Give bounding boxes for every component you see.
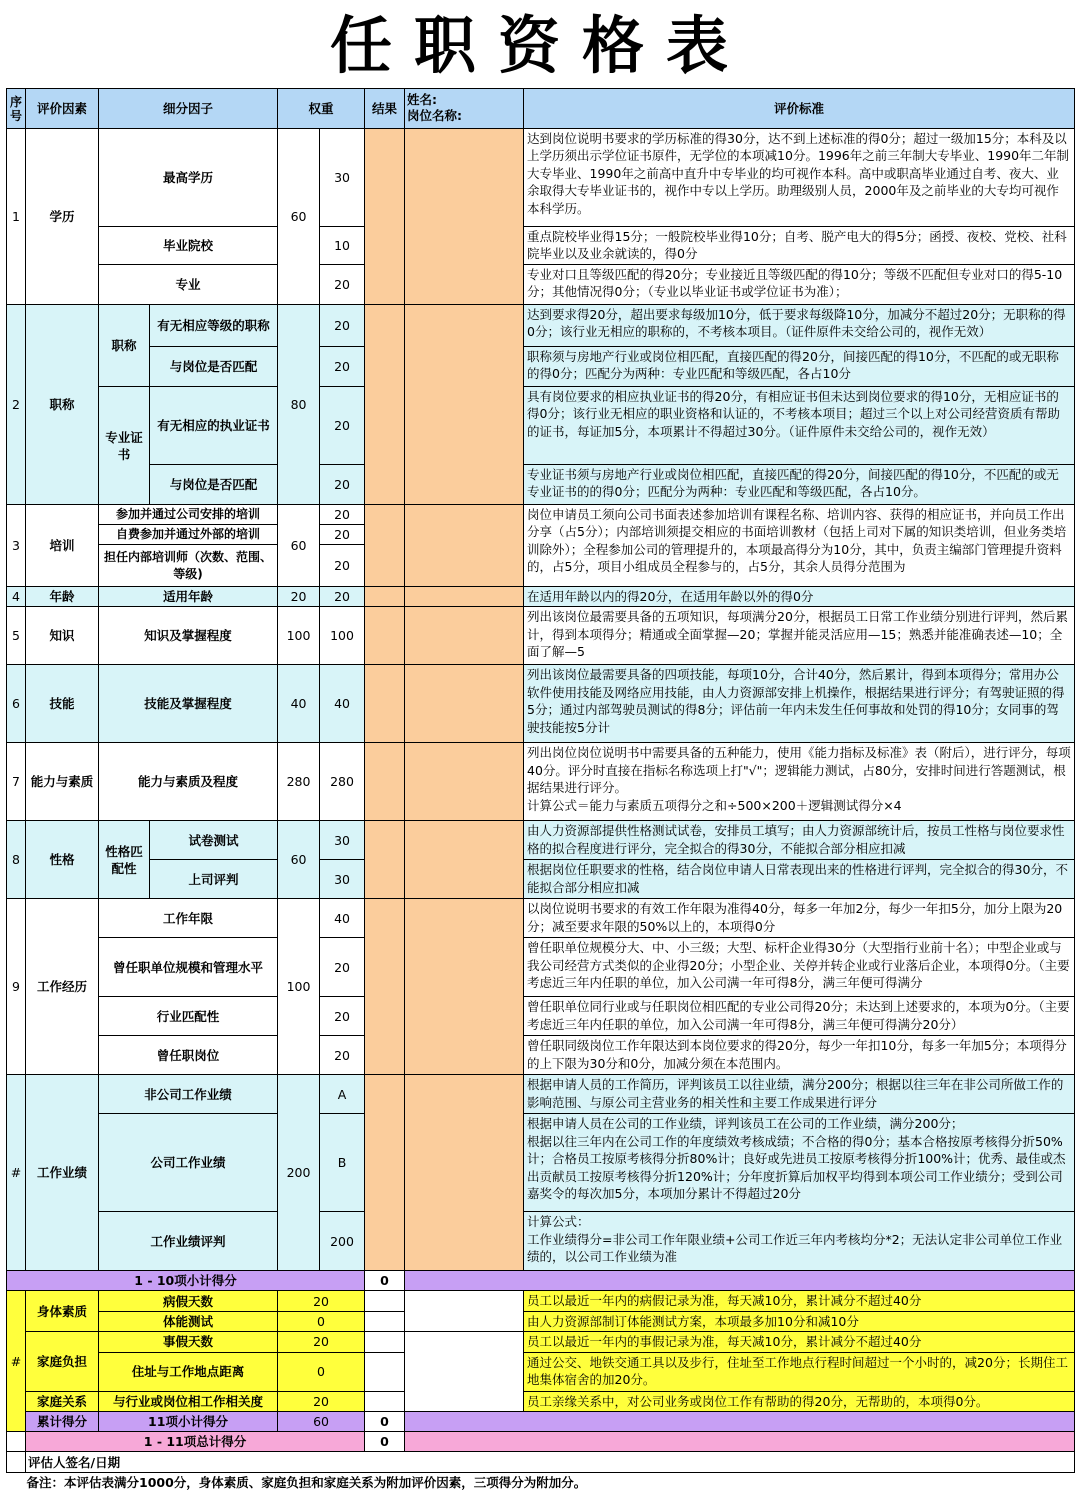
name-cell[interactable] bbox=[405, 305, 524, 505]
result-cell[interactable] bbox=[365, 1291, 405, 1311]
standard-cell: 曾任职同级岗位工作年限达到本岗位要求的得20分，每少一年扣10分，每多一年加5分；本项得分的上下限为30分和0分，加减分须在本范围内。 bbox=[524, 1036, 1075, 1075]
sub-weight-cell: A bbox=[320, 1075, 365, 1114]
table-row bbox=[7, 505, 1075, 525]
sub-weight-cell: 20 bbox=[320, 1036, 365, 1075]
standard-cell: 在适用年龄以内的得20分，在适用年龄以外的得0分 bbox=[524, 587, 1075, 607]
sub-factor-cell: 毕业院校 bbox=[99, 227, 278, 265]
weight-cell: 20 bbox=[278, 1332, 365, 1352]
sub-weight-cell: 30 bbox=[320, 129, 365, 227]
name-cell[interactable] bbox=[405, 899, 524, 1075]
qualification-table bbox=[6, 88, 1075, 1493]
sub-weight-cell: 20 bbox=[320, 525, 365, 545]
table-row bbox=[7, 899, 1075, 938]
standard-cell: 达到岗位说明书要求的学历标准的得30分，达不到上述标准的得0分；超过一级加15分；本科及以上学历须出示学位证书原件，无学位的本项减10分。1996年之前三年制大专毕业、1990年二年制大专毕业、1990年之前高中直升中专毕业的均可视作本科。高中或职高毕业通过自考、夜大、业余取得大专毕业证书的，视作中专以上学历。助理级别人员，2000年及之前毕业的大专均可视作本科学历。 bbox=[524, 129, 1075, 227]
weight-cell: 20 bbox=[278, 1391, 365, 1411]
sub-factor-cell: 适用年龄 bbox=[99, 587, 278, 607]
table-row bbox=[7, 387, 1075, 465]
standard-cell: 根据申请人员的工作简历，评判该员工以往业绩，满分200分；根据以往三年在非公司所做工作的影响范围、与原公司主营业务的相关性和主要工作成果进行评分 bbox=[524, 1075, 1075, 1114]
sub-weight-cell: 200 bbox=[320, 1212, 365, 1271]
header-seq: 序号 bbox=[7, 89, 26, 129]
group-cell: 专业证书 bbox=[99, 387, 150, 505]
note-row bbox=[7, 1473, 1075, 1493]
sub-factor-cell: 非公司工作业绩 bbox=[99, 1075, 278, 1114]
weight-cell: 60 bbox=[278, 821, 320, 899]
table-row bbox=[7, 997, 1075, 1036]
name-cell[interactable] bbox=[405, 505, 524, 587]
sub-factor-cell: 试卷测试 bbox=[150, 821, 278, 860]
signature-label[interactable]: 评估人签名/日期 bbox=[26, 1452, 1075, 1473]
table-row bbox=[7, 305, 1075, 347]
factor-cell: 工作业绩 bbox=[26, 1075, 99, 1271]
factor-cell: 技能 bbox=[26, 665, 99, 743]
seq-cell: # bbox=[7, 1291, 26, 1432]
total-value[interactable]: 0 bbox=[365, 1432, 405, 1452]
total-fill bbox=[405, 1432, 1075, 1452]
sub-factor-cell: 住址与工作地点距离 bbox=[99, 1352, 278, 1391]
table-row bbox=[7, 1212, 1075, 1271]
sub-weight-cell: 100 bbox=[320, 607, 365, 665]
weight-cell: 80 bbox=[278, 305, 320, 505]
standard-cell: 曾任职单位规模分大、中、小三级；大型、标杆企业得30分（大型指行业前十名）；中型企业或与我公司经营方式类似的企业得20分；小型企业、关停并转企业或行业落后企业，本项得0分。（主要考虑近三年内任职的单位，加入公司满一年可得8分，满三年便可得满分 bbox=[524, 938, 1075, 997]
sub-weight-cell: 20 bbox=[320, 545, 365, 587]
weight-cell: 0 bbox=[278, 1311, 365, 1331]
sub-factor-cell: 专业 bbox=[99, 265, 278, 305]
result-cell[interactable] bbox=[365, 305, 405, 505]
sub-weight-cell: 20 bbox=[320, 997, 365, 1036]
sub-factor-cell: 担任内部培训师（次数、范围、等级) bbox=[99, 545, 278, 587]
subtotal-fill bbox=[405, 1271, 1075, 1291]
table-row bbox=[7, 1114, 1075, 1212]
total-label: 1 - 11项总计得分 bbox=[26, 1432, 365, 1452]
table-row bbox=[7, 607, 1075, 665]
sub-factor-cell: 工作年限 bbox=[99, 899, 278, 938]
standard-cell: 列出岗位岗位说明书中需要具备的五种能力，使用《能力指标及标准》表（附后），进行评分，每项40分。评分时直接在指标名称选项上打"√"；逻辑能力测试，占80分，安排时间进行答题测试，根据结果进行评分。 计算公式＝能力与素质五项得分之和÷500×200＋逻辑测试得分×4 bbox=[524, 743, 1075, 821]
seq-cell: # bbox=[7, 1075, 26, 1271]
standard-cell: 以岗位说明书要求的有效工作年限为准得40分，每多一年加2分，每少一年扣5分，加分上限为20分；减至要求年限的50%以上的，本项得0分 bbox=[524, 899, 1075, 938]
sub-factor-cell: 工作业绩评判 bbox=[99, 1212, 278, 1271]
weight-cell: 0 bbox=[278, 1352, 365, 1391]
weight-cell: 40 bbox=[278, 665, 320, 743]
sub-factor-cell: 技能及掌握程度 bbox=[99, 665, 278, 743]
name-cell[interactable] bbox=[405, 587, 524, 607]
factor-cell: 身体素质 bbox=[26, 1291, 99, 1332]
standard-cell: 职称须与房地产行业或岗位相匹配，直接匹配的得20分，间接匹配的得10分，不匹配的或无职称的得0分；匹配分为两种：专业匹配和等级匹配，各占10分 bbox=[524, 347, 1075, 387]
seq-cell: 7 bbox=[7, 743, 26, 821]
total-row bbox=[7, 1432, 1075, 1452]
sub-weight-cell: 30 bbox=[320, 821, 365, 860]
name-cell[interactable] bbox=[405, 607, 524, 665]
factor-cell: 职称 bbox=[26, 305, 99, 505]
table-row bbox=[7, 129, 1075, 227]
weight-cell: 280 bbox=[278, 743, 320, 821]
total-spacer bbox=[7, 1432, 26, 1452]
seq-cell: 8 bbox=[7, 821, 26, 899]
sub-weight-cell: 20 bbox=[320, 465, 365, 505]
weight-cell: 20 bbox=[278, 587, 320, 607]
result-cell[interactable] bbox=[365, 607, 405, 665]
sub-factor-cell: 事假天数 bbox=[99, 1332, 278, 1352]
table-row bbox=[7, 938, 1075, 997]
header-result: 结果 bbox=[365, 89, 405, 129]
factor-cell: 知识 bbox=[26, 607, 99, 665]
sub-factor-cell: 公司工作业绩 bbox=[99, 1114, 278, 1212]
name-cell[interactable] bbox=[405, 1332, 524, 1412]
result-cell[interactable] bbox=[365, 899, 405, 1075]
result-cell[interactable] bbox=[365, 743, 405, 821]
sub-factor-cell: 行业匹配性 bbox=[99, 997, 278, 1036]
subtotal-value[interactable]: 0 bbox=[365, 1271, 405, 1291]
result-cell[interactable] bbox=[365, 1391, 405, 1411]
header-sub: 细分因子 bbox=[99, 89, 278, 129]
sub-weight-cell: 10 bbox=[320, 227, 365, 265]
subtotal-value[interactable]: 0 bbox=[365, 1412, 405, 1432]
standard-cell: 专业证书须与房地产行业或岗位相匹配，直接匹配的得20分，间接匹配的得10分，不匹配的或无专业证书的的得0分；匹配分为两种：专业匹配和等级匹配，各占10分。 bbox=[524, 465, 1075, 505]
sub-factor-cell: 与岗位是否匹配 bbox=[150, 347, 278, 387]
sub-factor-cell: 有无相应等级的职称 bbox=[150, 305, 278, 347]
factor-cell: 累计得分 bbox=[26, 1412, 99, 1432]
sub-factor-cell: 自费参加并通过外部的培训 bbox=[99, 525, 278, 545]
sub-factor-cell: 体能测试 bbox=[99, 1311, 278, 1331]
sub-factor-cell: 知识及掌握程度 bbox=[99, 607, 278, 665]
standard-cell: 员工以最近一年内的事假记录为准，每天减10分，累计减分不超过40分 bbox=[524, 1332, 1075, 1352]
group-cell: 职称 bbox=[99, 305, 150, 387]
signature-spacer bbox=[7, 1452, 26, 1473]
sub-factor-cell: 曾任职岗位 bbox=[99, 1036, 278, 1075]
standard-cell: 由人力资源部提供性格测试试卷，安排员工填写；由人力资源部统计后，按员工性格与岗位要求性格的拟合程度进行评分，完全拟合的得30分，不能拟合部分相应扣减 bbox=[524, 821, 1075, 860]
result-cell[interactable] bbox=[365, 1075, 405, 1271]
header-standard: 评价标准 bbox=[524, 89, 1075, 129]
sub-weight-cell: 20 bbox=[320, 587, 365, 607]
sub-weight-cell: 30 bbox=[320, 860, 365, 899]
factor-cell: 能力与素质 bbox=[26, 743, 99, 821]
seq-cell: 3 bbox=[7, 505, 26, 587]
standard-cell: 重点院校毕业得15分；一般院校毕业得10分；自考、脱产电大的得5分；函授、夜校、党校、社科院毕业以及业余就读的，得0分 bbox=[524, 227, 1075, 265]
name-cell[interactable] bbox=[405, 743, 524, 821]
result-cell[interactable] bbox=[365, 587, 405, 607]
header-position: 岗位名称: bbox=[407, 108, 463, 123]
standard-cell bbox=[524, 505, 1075, 587]
standard-cell: 通过公交、地铁交通工具以及步行，住址至工作地点行程时间超过一个小时的，减20分；长期住工地集体宿舍的加20分。 bbox=[524, 1352, 1075, 1391]
name-cell[interactable] bbox=[405, 821, 524, 899]
weight-cell: 60 bbox=[278, 1412, 365, 1432]
sub-weight-cell: 20 bbox=[320, 938, 365, 997]
table-row bbox=[7, 1075, 1075, 1114]
weight-cell: 100 bbox=[278, 899, 320, 1075]
sub-weight-cell: 280 bbox=[320, 743, 365, 821]
weight-cell: 20 bbox=[278, 1291, 365, 1311]
standard-cell: 达到要求得20分，超出要求每级加10分，低于要求每级降10分，加减分不超过20分；无职称的得0分；该行业无相应的职称的，不考核本项目。（证件原件未交给公司的，视作无效） bbox=[524, 305, 1075, 347]
sub-weight-cell: B bbox=[320, 1114, 365, 1212]
sub-factor-cell: 与岗位是否匹配 bbox=[150, 465, 278, 505]
standard-cell: 员工亲缘关系中，对公司业务或岗位工作有帮助的得20分，无帮助的，本项得0分。 bbox=[524, 1391, 1075, 1411]
standard-cell: 列出该岗位最需要具备的四项技能，每项10分，合计40分，然后累计，得到本项得分；常用办公软件使用技能及网络应用技能，由人力资源部安排上机操作，根据结果进行评分；有驾驶证照的得5分；通过内部驾驶员测试的得8分；评估前一年内未发生任何事故和处罚的得10分；女同事的驾驶技能按5分计 bbox=[524, 665, 1075, 743]
seq-cell: 6 bbox=[7, 665, 26, 743]
seq-cell: 4 bbox=[7, 587, 26, 607]
standard-cell: 专业对口且等级匹配的得20分；专业接近且等级匹配的得10分；等级不匹配但专业对口的得5-10分；其他情况得0分；（专业以毕业证书或学位证书为准）； bbox=[524, 265, 1075, 305]
header-factor: 评价因素 bbox=[26, 89, 99, 129]
table-row bbox=[7, 860, 1075, 899]
weight-cell: 60 bbox=[278, 129, 320, 305]
result-cell[interactable] bbox=[365, 665, 405, 743]
header-name-position bbox=[405, 89, 524, 129]
table-row bbox=[7, 1291, 1075, 1311]
name-cell[interactable] bbox=[405, 665, 524, 743]
standard-cell: 员工以最近一年内的病假记录为准，每天减10分，累计减分不超过40分 bbox=[524, 1291, 1075, 1311]
weight-cell: 60 bbox=[278, 505, 320, 587]
factor-cell: 性格 bbox=[26, 821, 99, 899]
header-weight: 权重 bbox=[278, 89, 365, 129]
standard-text: 岗位申请员工须向公司书面表述参加培训有课程名称、培训内容、获得的相应证书，并向员工作出分享（占5分）；内部培训须提交相应的书面培训教材（包括上司对下属的知识类培训，但业务类培训除外）；全程参加公司的管理提升的，本项最高得分为10分，其中，负责主编部门管理提升资料的，占5分，项目小组成员全程参与的，占5分，其余人员得分范围为 bbox=[527, 507, 1067, 575]
table-row bbox=[7, 227, 1075, 265]
result-cell[interactable] bbox=[365, 505, 405, 587]
result-cell[interactable] bbox=[365, 129, 405, 305]
result-cell[interactable] bbox=[365, 1352, 405, 1391]
header-name: 姓名: bbox=[407, 92, 438, 107]
table-row bbox=[7, 743, 1075, 821]
table-row bbox=[7, 1391, 1075, 1411]
seq-cell: 9 bbox=[7, 899, 26, 1075]
name-cell[interactable] bbox=[405, 1291, 524, 1332]
standard-cell: 计算公式： 工作业绩得分=非公司工作年限业绩+公司工作近三年内考核均分*2；无法认定非公司单位工作业绩的，以公司工作业绩为准 bbox=[524, 1212, 1075, 1271]
standard-cell: 根据申请人员在公司的工作业绩，评判该员工在公司的工作业绩，满分200分； 根据以往三年内在公司工作的年度绩效考核成绩；不合格的得0分；基本合格按原考核得分折50%计；合格员工按原考核得分折80%计；良好或先进员工按原考核得分折100%计；优秀、最佳或杰出贡献员工按原考核得分折120%计；分年度折算后加权平均得到本项公司工作业绩分；受到公司嘉奖令的每次加5分，本项加分累计不得超过20分 bbox=[524, 1114, 1075, 1212]
factor-cell: 学历 bbox=[26, 129, 99, 305]
subtotal-label: 11项小计得分 bbox=[99, 1412, 278, 1432]
sub-factor-cell: 与行业或岗位相工作相关度 bbox=[99, 1391, 278, 1411]
sub-weight-cell: 40 bbox=[320, 899, 365, 938]
factor-cell: 年龄 bbox=[26, 587, 99, 607]
sub-weight-cell: 20 bbox=[320, 265, 365, 305]
sub-factor-cell: 上司评判 bbox=[150, 860, 278, 899]
factor-cell: 家庭关系 bbox=[26, 1391, 99, 1411]
table-row bbox=[7, 465, 1075, 505]
sub-weight-cell: 20 bbox=[320, 305, 365, 347]
result-cell[interactable] bbox=[365, 1332, 405, 1352]
sub-weight-cell: 20 bbox=[320, 347, 365, 387]
factor-cell: 家庭负担 bbox=[26, 1332, 99, 1391]
sub-weight-cell: 40 bbox=[320, 665, 365, 743]
table-row bbox=[7, 265, 1075, 305]
subtotal-label: 1 - 10项小计得分 bbox=[7, 1271, 365, 1291]
standard-cell: 曾任职单位同行业或与任职岗位相匹配的专业公司得20分；未达到上述要求的，本项为0分。（主要考虑近三年内任职的单位，加入公司满一年可得8分，满三年便可得满分20分） bbox=[524, 997, 1075, 1036]
table-row bbox=[7, 665, 1075, 743]
weight-cell: 200 bbox=[278, 1075, 320, 1271]
header-row bbox=[7, 89, 1075, 129]
table-row bbox=[7, 347, 1075, 387]
factor-cell: 工作经历 bbox=[26, 899, 99, 1075]
group-cell: 性格匹配性 bbox=[99, 821, 150, 899]
table-row bbox=[7, 1352, 1075, 1391]
sub-factor-cell: 最高学历 bbox=[99, 129, 278, 227]
sub-factor-cell: 能力与素质及程度 bbox=[99, 743, 278, 821]
sub-factor-cell: 曾任职单位规模和管理水平 bbox=[99, 938, 278, 997]
table-row bbox=[7, 1332, 1075, 1352]
table-row bbox=[7, 1311, 1075, 1331]
weight-cell: 100 bbox=[278, 607, 320, 665]
signature-row bbox=[7, 1452, 1075, 1473]
standard-cell: 由人力资源部制订体能测试方案，本项最多加10分和减10分 bbox=[524, 1311, 1075, 1331]
seq-cell: 5 bbox=[7, 607, 26, 665]
page-title: 任职资格表 bbox=[329, 9, 750, 82]
name-cell[interactable] bbox=[405, 1075, 524, 1271]
standard-cell: 列出该岗位最需要具备的五项知识，每项满分20分，根据员工日常工作业绩分别进行评判，然后累计，得到本项得分；精通或全面掌握—20；掌握并能灵活应用—15；熟悉并能准确表述—10；全面了解—5 bbox=[524, 607, 1075, 665]
result-cell[interactable] bbox=[365, 821, 405, 899]
sub-factor-cell: 有无相应的执业证书 bbox=[150, 387, 278, 465]
sub-factor-cell: 病假天数 bbox=[99, 1291, 278, 1311]
standard-cell: 根据岗位任职要求的性格，结合岗位申请人日常表现出来的性格进行评判，完全拟合的得30分，不能拟合部分相应扣减 bbox=[524, 860, 1075, 899]
sub-factor-cell: 参加并通过公司安排的培训 bbox=[99, 505, 278, 525]
footnote: 备注：本评估表满分1000分，身体素质、家庭负担和家庭关系为附加评价因素，三项得分为附加分。 bbox=[26, 1475, 587, 1491]
subtotal-row bbox=[7, 1412, 1075, 1432]
table-row bbox=[7, 1036, 1075, 1075]
table-row bbox=[7, 821, 1075, 860]
seq-cell: 2 bbox=[7, 305, 26, 505]
name-cell[interactable] bbox=[405, 129, 524, 305]
seq-cell: 1 bbox=[7, 129, 26, 305]
table-row bbox=[7, 587, 1075, 607]
result-cell[interactable] bbox=[365, 1311, 405, 1331]
factor-cell: 培训 bbox=[26, 505, 99, 587]
sub-weight-cell: 20 bbox=[320, 387, 365, 465]
standard-cell: 具有岗位要求的相应执业证书的得20分，有相应证书但未达到岗位要求的得10分，无相应证书的得0分；该行业无相应的职业资格和认证的，不考核本项目；超过三个以上对公司经营资质有帮助的证书，每证加5分，本项累计不得超过30分。（证件原件未交给公司的，视作无效） bbox=[524, 387, 1075, 465]
subtotal-fill bbox=[405, 1412, 1075, 1432]
subtotal-row bbox=[7, 1271, 1075, 1291]
sub-weight-cell: 20 bbox=[320, 505, 365, 525]
